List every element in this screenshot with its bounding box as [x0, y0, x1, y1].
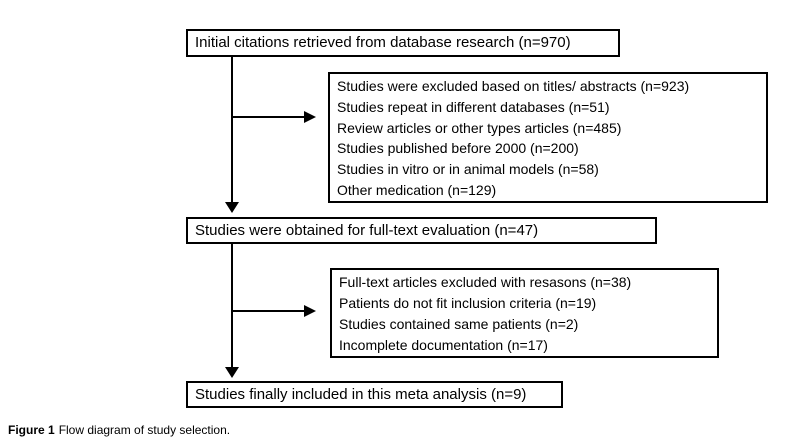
branch-arrow-1-head	[304, 111, 316, 123]
down-arrow-2-head	[225, 367, 239, 378]
fulltext-evaluation-box	[186, 217, 657, 244]
included-studies-box	[186, 381, 563, 408]
branch-arrow-2-head	[304, 305, 316, 317]
exclusion-2-line: Patients do not fit inclusion criteria (n=19)	[339, 295, 597, 311]
down-arrow-1-head	[225, 202, 239, 213]
down-arrow-1-line	[231, 57, 233, 204]
branch-arrow-1-line	[232, 116, 305, 118]
branch-arrow-2-line	[232, 310, 305, 312]
initial-citations-text: Initial citations retrieved from database research (n=970)	[195, 34, 571, 51]
exclusion-2-line: Full-text articles excluded with resasons (n=38)	[339, 274, 632, 290]
exclusion-1-line: Studies published before 2000 (n=200)	[337, 140, 579, 157]
fulltext-evaluation-text: Studies were obtained for full-text evaluation (n=47)	[195, 221, 539, 239]
exclusion-box-1	[328, 72, 768, 203]
figure-caption-label: Figure 1	[8, 423, 55, 437]
figure-caption-text: Flow diagram of study selection.	[58, 423, 231, 437]
exclusion-1-line: Studies were excluded based on titles/ abstracts (n=923)	[337, 78, 690, 94]
figure-caption	[8, 423, 230, 437]
down-arrow-2-line	[231, 244, 233, 369]
initial-citations-box	[186, 29, 620, 57]
exclusion-1-line: Other medication (n=129)	[337, 181, 497, 198]
exclusion-1-line: Review articles or other types articles (n=485)	[337, 119, 622, 136]
exclusion-1-line: Studies repeat in different databases (n=51)	[337, 98, 610, 115]
exclusion-2-line: Incomplete documentation (n=17)	[339, 337, 548, 353]
included-studies-text: Studies finally included in this meta analysis (n=9)	[195, 385, 527, 403]
exclusion-2-line: Studies contained same patients (n=2)	[339, 316, 579, 332]
exclusion-1-line: Studies in vitro or in animal models (n=58)	[337, 161, 599, 178]
exclusion-box-2	[330, 268, 719, 358]
